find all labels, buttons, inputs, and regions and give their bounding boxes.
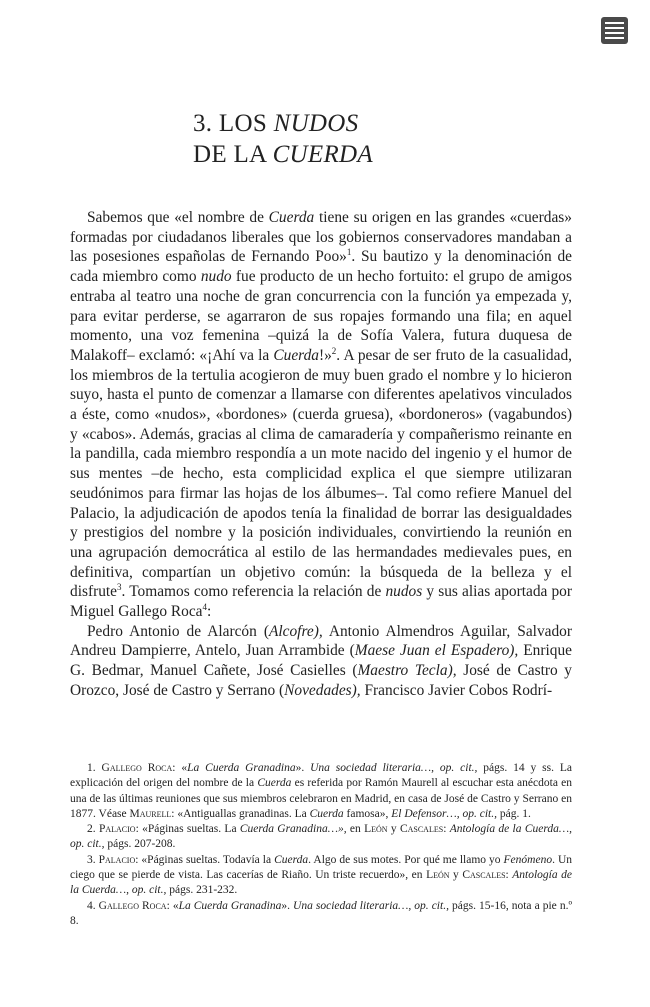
text-run: Antología de la Cuerda…, op. cit.,: [70, 823, 572, 851]
chapter-title: [193, 108, 373, 170]
text-run: : «Antiguallas granadinas. La: [171, 807, 310, 820]
footnote: [70, 853, 572, 899]
menu-line: [605, 37, 624, 39]
text-run: 2.: [87, 823, 99, 836]
menu-line: [605, 27, 624, 29]
text-run: Maurell: [129, 807, 172, 820]
menu-line: [605, 32, 624, 34]
text-run: Antonio Almendros Aguilar, Salvador Andreu Dampierre, Antelo, Juan Arrambide (: [70, 622, 572, 660]
text-run: Palacio: [98, 853, 136, 866]
text-run: :: [443, 823, 450, 836]
text-run: Maese Juan el Espadero),: [354, 642, 519, 660]
text-run: Una sociedad literaria…, op. cit.,: [310, 762, 478, 774]
text-run: 4.: [87, 899, 99, 912]
footnotes: [70, 761, 572, 929]
text-run: Cuerda: [273, 346, 319, 364]
text-run: Cuerda: [274, 853, 309, 866]
text-run: Enrique G. Bedmar, Manuel Cañete, José Casielles (: [70, 642, 572, 680]
text-run: es referida por Ramón Maurell al escuchar esta anécdota en una de las últimas reuniones que sus miembros celebraron en Madrid, en casa de José de Castro y Serrano en 1877. Véase: [70, 777, 572, 820]
text-run: ».: [295, 762, 311, 774]
list-menu-icon[interactable]: [601, 17, 628, 44]
text-run: y: [449, 869, 463, 882]
text-run: :: [505, 869, 513, 882]
text-run: :: [207, 603, 212, 621]
text-run: El Defensor…, op. cit.,: [391, 807, 497, 820]
text-run: tiene su origen en las grandes «cuerdas» formadas por ciudadanos liberales que los gobiernos conservadores mandaban a las posesiones españolas de Fernando Poo»: [70, 209, 572, 266]
text-run: págs. 15-16, nota a pie n.º 8.: [70, 899, 573, 927]
body-text: [70, 208, 572, 701]
text-run: Una sociedad literaria…, op. cit.,: [293, 899, 449, 912]
text-run: Antología de la Cuerda…, op. cit.,: [70, 869, 572, 897]
text-run: La Cuerda Granadina: [187, 762, 296, 774]
text-run: Sabemos que «el nombre de: [87, 209, 269, 226]
text-run: Gallego Roca: [101, 762, 173, 774]
text-run: Cascales: [462, 869, 506, 882]
text-run: Alcofre),: [268, 622, 323, 640]
chapter-title-line-2: DE LA CUERDA: [193, 141, 373, 168]
text-run: . Su bautizo y la denominación de cada miembro como: [70, 248, 572, 286]
text-run: Cuerda: [257, 777, 292, 790]
text-run: 3.: [87, 853, 99, 866]
text-run: . Algo de sus motes. Por qué me llamo yo: [308, 853, 504, 866]
text-run: Gallego Roca: [98, 899, 167, 912]
text-run: y: [387, 823, 400, 836]
menu-line: [605, 22, 624, 24]
text-run: pág. 1.: [496, 807, 531, 820]
text-run: nudos: [385, 583, 423, 601]
footnote: [70, 761, 572, 822]
text-run: Fenómeno: [503, 853, 553, 866]
text-run: nudo: [200, 268, 232, 286]
text-run: Cuerda: [268, 209, 315, 226]
text-run: Cascales: [399, 823, 444, 836]
text-run: págs. 231-232.: [166, 884, 238, 897]
footnote-ref: 2: [331, 345, 337, 356]
text-run: Novedades),: [284, 681, 361, 699]
text-run: León: [364, 823, 388, 836]
text-run: José de Castro y Orozco, José de Castro y Serrano (: [70, 662, 572, 699]
text-run: y sus alias aportada por Miguel Gallego Roca: [70, 583, 573, 621]
text-run: Cuerda: [309, 807, 344, 820]
text-run: !»: [318, 346, 332, 364]
text-run: : «Páginas sueltas. La: [135, 823, 240, 836]
text-run: famosa»,: [343, 807, 392, 820]
footnote-ref: 1: [346, 247, 352, 258]
footnote-ref: 4: [202, 601, 207, 612]
paragraph: [70, 208, 572, 622]
text-run: : «Páginas sueltas. Todavía la: [135, 853, 275, 866]
text-run: págs. 14 y ss. La explicación del origen del nombre de la: [70, 762, 573, 790]
text-run: . A pesar de ser fruto de la casualidad, los miembros de la tertulia acogieron de muy buen grado el nombre y lo hicieron suyo, hasta el punto de comenzar a llamarse con diferentes apelativos vinculados a éste, como «nudos», «bordones» (cuerda gruesa), «bordoneros» (vagabundos) y «cabos». Además, gracias al clima de camaradería y compañerismo reinante en la pandilla, cada miembro respondía a un mote nacido del ingenio y el humor de sus mentes –de hecho, esta complicidad explica el que siempre utilizaran seudónimos para firmar las hojas de los álbumes–. Tal como refiere Manuel del Palacio, la adjudicación de apodos tenía la finalidad de borrar las desigualdades y prestigios del nombre y la posición individuales, convirtiendo la reunión en una agrupación democrática al estilo de las hermandades medievales pues, en definitiva, compartían un objetivo común: la búsqueda de la belleza y el disfrute: [70, 346, 573, 601]
text-run: : «: [166, 899, 179, 912]
chapter-title-line-1: 3. LOS NUDOS: [193, 110, 359, 137]
footnote-ref: 3: [117, 582, 122, 593]
text-run: 1.: [87, 762, 102, 774]
footnote: [70, 822, 572, 853]
text-run: fue producto de un hecho fortuito: el grupo de amigos entraba al teatro una noche de gran concurrencia con la función ya empezada y, para evitar perderse, se agarraron de sus ropajes formando una fila; en aquel momento, una voz femenina –quizá la de Sofía Valera, futura duquesa de Malakoff– exclamó: «¡Ahí va la: [70, 268, 572, 364]
text-run: ».: [281, 899, 294, 912]
text-run: . Un ciego que se pierde de vista. Las cacerías de Riaño. Un triste recuerdo», en: [70, 853, 572, 882]
text-run: Pedro Antonio de Alarcón (: [87, 622, 269, 640]
text-run: León: [426, 869, 450, 882]
text-run: págs. 207-208.: [104, 838, 176, 851]
text-run: La Cuerda Granadina: [178, 899, 282, 912]
text-run: Cuerda Granadina…»,: [239, 823, 347, 836]
text-run: . Tomamos como referencia la relación de: [121, 583, 386, 601]
paragraph: [70, 622, 572, 701]
text-run: Francisco Javier Cobos Rodrí-: [360, 681, 553, 699]
text-run: Maestro Tecla),: [357, 662, 457, 680]
text-run: en: [346, 823, 365, 836]
text-run: : «: [172, 762, 188, 774]
footnote: [70, 899, 572, 930]
text-run: Palacio: [98, 823, 136, 836]
